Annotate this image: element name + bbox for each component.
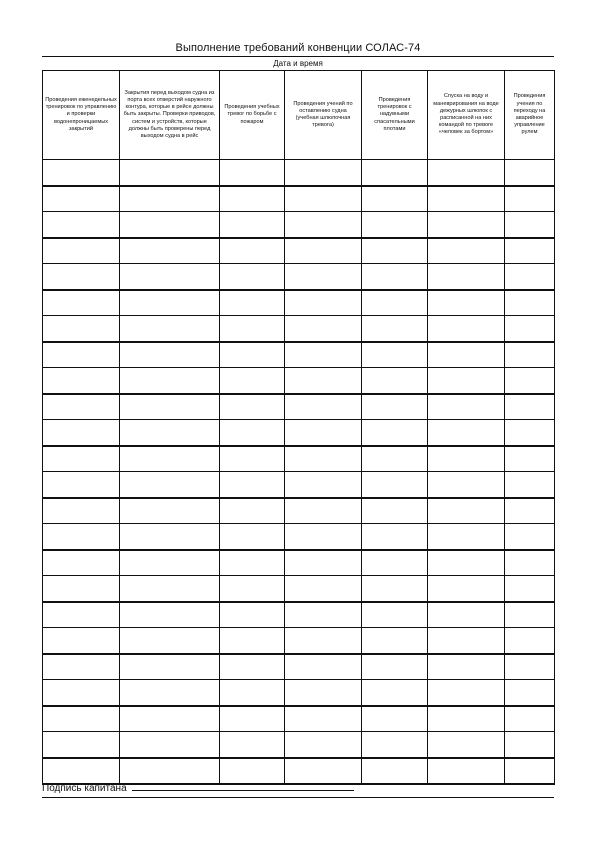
table-cell[interactable] [120, 186, 220, 212]
table-cell[interactable] [120, 394, 220, 420]
table-cell[interactable] [43, 628, 120, 654]
table-cell[interactable] [285, 732, 362, 758]
table-cell[interactable] [428, 576, 505, 602]
table-cell[interactable] [505, 368, 555, 394]
table-cell[interactable] [285, 342, 362, 368]
table-cell[interactable] [120, 368, 220, 394]
table-cell[interactable] [120, 550, 220, 576]
table-cell[interactable] [220, 576, 285, 602]
table-row [43, 706, 555, 732]
table-cell[interactable] [362, 420, 428, 446]
table-cell[interactable] [220, 264, 285, 290]
table-cell[interactable] [428, 420, 505, 446]
table-cell[interactable] [428, 238, 505, 264]
table-cell[interactable] [428, 472, 505, 498]
table-row [43, 212, 555, 238]
table-cell[interactable] [43, 316, 120, 342]
table-cell[interactable] [43, 264, 120, 290]
table-cell[interactable] [428, 524, 505, 550]
table-row [43, 628, 555, 654]
table-cell[interactable] [43, 654, 120, 680]
table-cell[interactable] [505, 264, 555, 290]
table-cell[interactable] [362, 264, 428, 290]
table-cell[interactable] [362, 550, 428, 576]
table-cell[interactable] [362, 186, 428, 212]
table-row [43, 680, 555, 706]
table-row [43, 420, 555, 446]
table-cell[interactable] [428, 446, 505, 472]
table-cell[interactable] [362, 732, 428, 758]
table-cell[interactable] [362, 472, 428, 498]
table-cell[interactable] [428, 758, 505, 785]
table-cell[interactable] [285, 472, 362, 498]
table-cell[interactable] [285, 316, 362, 342]
table-row [43, 654, 555, 680]
table-cell[interactable] [43, 498, 120, 524]
table-row [43, 446, 555, 472]
table-cell[interactable] [220, 524, 285, 550]
table-cell[interactable] [285, 394, 362, 420]
table-cell[interactable] [120, 498, 220, 524]
table-cell[interactable] [220, 238, 285, 264]
table-cell[interactable] [220, 498, 285, 524]
table-cell[interactable] [285, 524, 362, 550]
table-cell[interactable] [428, 212, 505, 238]
table-cell[interactable] [505, 498, 555, 524]
table-cell[interactable] [362, 654, 428, 680]
table-cell[interactable] [505, 758, 555, 785]
table-cell[interactable] [120, 342, 220, 368]
table-cell[interactable] [285, 628, 362, 654]
table-cell[interactable] [220, 628, 285, 654]
table-cell[interactable] [505, 472, 555, 498]
table-cell[interactable] [362, 316, 428, 342]
table-cell[interactable] [220, 316, 285, 342]
table-cell[interactable] [220, 342, 285, 368]
table-cell[interactable] [43, 446, 120, 472]
table-cell[interactable] [505, 212, 555, 238]
table-row [43, 342, 555, 368]
table-row [43, 602, 555, 628]
table-cell[interactable] [428, 654, 505, 680]
table-cell[interactable] [43, 420, 120, 446]
table-cell[interactable] [362, 342, 428, 368]
table-cell[interactable] [285, 186, 362, 212]
table-cell[interactable] [220, 680, 285, 706]
table-row [43, 160, 555, 186]
table-row [43, 394, 555, 420]
column-header-abandon-ship-drill: Проведения учений по оставлению судна (учебная шлюпочная тревога) [285, 71, 362, 160]
table-cell[interactable] [120, 680, 220, 706]
table-row [43, 498, 555, 524]
table-cell[interactable] [220, 446, 285, 472]
table-row [43, 550, 555, 576]
table-cell[interactable] [220, 160, 285, 186]
table-cell[interactable] [362, 758, 428, 785]
column-header-emergency-steering: Проведения учения по переходу на аварийное управление рулем [505, 71, 555, 160]
table-cell[interactable] [220, 732, 285, 758]
table-cell[interactable] [428, 498, 505, 524]
table-cell[interactable] [120, 602, 220, 628]
table-row [43, 290, 555, 316]
table-cell[interactable] [505, 576, 555, 602]
table-cell[interactable] [43, 238, 120, 264]
table-cell[interactable] [43, 160, 120, 186]
table-cell[interactable] [220, 654, 285, 680]
table-cell[interactable] [285, 498, 362, 524]
table-cell[interactable] [120, 316, 220, 342]
table-cell[interactable] [362, 498, 428, 524]
bottom-rule [42, 797, 554, 798]
table-cell[interactable] [505, 316, 555, 342]
table-row [43, 316, 555, 342]
table-cell[interactable] [428, 160, 505, 186]
table-cell[interactable] [505, 290, 555, 316]
table-cell[interactable] [505, 654, 555, 680]
table-cell[interactable] [43, 290, 120, 316]
table-cell[interactable] [285, 680, 362, 706]
table-cell[interactable] [285, 264, 362, 290]
table-row [43, 732, 555, 758]
table-cell[interactable] [120, 264, 220, 290]
title-underline [42, 56, 554, 57]
table-cell[interactable] [120, 472, 220, 498]
table-row [43, 238, 555, 264]
table-cell[interactable] [43, 368, 120, 394]
column-header-watertight-closures: Проведения еженедельных тренировок по управлению и проверки водонепроницаемых закрытий [43, 71, 120, 160]
table-cell[interactable] [120, 706, 220, 732]
table-cell[interactable] [362, 446, 428, 472]
column-header-hull-openings-check: Закрытия перед выходом судна из порта всех отверстий наружного контура, которые в рейсе должны быть закрыты. Проверки приводов, систем и устройств, которые должны быть проверены перед выходом судна в рейс [120, 71, 220, 160]
table-cell[interactable] [285, 550, 362, 576]
table-cell[interactable] [428, 368, 505, 394]
table-cell[interactable] [362, 680, 428, 706]
table-cell[interactable] [43, 706, 120, 732]
table-cell[interactable] [428, 680, 505, 706]
table-cell[interactable] [120, 238, 220, 264]
table-cell[interactable] [285, 420, 362, 446]
table-cell[interactable] [285, 160, 362, 186]
table-cell[interactable] [220, 212, 285, 238]
table-cell[interactable] [285, 290, 362, 316]
table-cell[interactable] [43, 680, 120, 706]
table-cell[interactable] [505, 602, 555, 628]
table-cell[interactable] [505, 186, 555, 212]
table-cell[interactable] [285, 576, 362, 602]
table-cell[interactable] [505, 342, 555, 368]
signature-label: Подпись капитана [42, 783, 127, 794]
table-cell[interactable] [362, 628, 428, 654]
table-cell[interactable] [43, 524, 120, 550]
table-cell[interactable] [43, 342, 120, 368]
table-cell[interactable] [285, 212, 362, 238]
table-cell[interactable] [505, 420, 555, 446]
table-cell[interactable] [505, 238, 555, 264]
table-cell[interactable] [220, 290, 285, 316]
table-row [43, 472, 555, 498]
table-cell[interactable] [220, 602, 285, 628]
table-cell[interactable] [362, 706, 428, 732]
table-cell[interactable] [120, 160, 220, 186]
table-cell[interactable] [220, 550, 285, 576]
table-cell[interactable] [120, 524, 220, 550]
table-cell[interactable] [220, 186, 285, 212]
table-cell[interactable] [362, 238, 428, 264]
table-cell[interactable] [428, 316, 505, 342]
table-cell[interactable] [220, 368, 285, 394]
table-cell[interactable] [362, 576, 428, 602]
table-cell[interactable] [43, 472, 120, 498]
table-cell[interactable] [428, 732, 505, 758]
table-cell[interactable] [505, 160, 555, 186]
table-cell[interactable] [120, 654, 220, 680]
table-cell[interactable] [505, 680, 555, 706]
table-cell[interactable] [285, 238, 362, 264]
table-row [43, 186, 555, 212]
table-cell[interactable] [505, 550, 555, 576]
table-cell[interactable] [220, 706, 285, 732]
table-cell[interactable] [505, 628, 555, 654]
column-header-fire-drill: Проведения учебных тревог по борьбе с пожаром [220, 71, 285, 160]
table-row [43, 368, 555, 394]
table-cell[interactable] [505, 446, 555, 472]
table-cell[interactable] [362, 524, 428, 550]
table-cell[interactable] [362, 290, 428, 316]
table-cell[interactable] [43, 550, 120, 576]
table-cell[interactable] [285, 654, 362, 680]
table-cell[interactable] [428, 290, 505, 316]
table-cell[interactable] [120, 732, 220, 758]
table-cell[interactable] [120, 576, 220, 602]
table-cell[interactable] [505, 394, 555, 420]
table-cell[interactable] [285, 446, 362, 472]
table-cell[interactable] [220, 472, 285, 498]
table-cell[interactable] [362, 160, 428, 186]
document-title: Выполнение требований конвенции СОЛАС-74 [175, 42, 421, 54]
table-cell[interactable] [43, 732, 120, 758]
table-cell[interactable] [120, 420, 220, 446]
captain-signature [42, 781, 354, 794]
table-cell[interactable] [120, 212, 220, 238]
table-cell[interactable] [362, 394, 428, 420]
column-header-liferaft-training: Проведения тренировок с надувными спасательными плотами [362, 71, 428, 160]
table-cell[interactable] [120, 446, 220, 472]
table-cell[interactable] [362, 602, 428, 628]
table-cell[interactable] [428, 342, 505, 368]
table-cell[interactable] [120, 628, 220, 654]
signature-line[interactable] [132, 781, 354, 791]
table-cell[interactable] [43, 212, 120, 238]
table-cell[interactable] [285, 706, 362, 732]
table-cell[interactable] [362, 368, 428, 394]
date-time-header: Дата и время [273, 59, 323, 68]
table-cell[interactable] [43, 576, 120, 602]
table-cell[interactable] [428, 264, 505, 290]
table-cell[interactable] [428, 550, 505, 576]
table-cell[interactable] [505, 524, 555, 550]
table-cell[interactable] [43, 394, 120, 420]
table-cell[interactable] [428, 628, 505, 654]
table-cell[interactable] [428, 706, 505, 732]
table-cell[interactable] [285, 368, 362, 394]
table-row [43, 524, 555, 550]
table-cell[interactable] [43, 186, 120, 212]
table-cell[interactable] [428, 186, 505, 212]
table-cell[interactable] [505, 706, 555, 732]
table-cell[interactable] [362, 212, 428, 238]
log-table [42, 70, 555, 785]
column-header-rescue-boat-launch: Спуска на воду и маневрирования на воде дежурных шлюпок с расписанной на них командой по тревоге «человек за бортом» [428, 71, 505, 160]
table-cell[interactable] [428, 394, 505, 420]
table-cell[interactable] [505, 732, 555, 758]
table-row [43, 576, 555, 602]
table-row [43, 264, 555, 290]
table-cell[interactable] [285, 602, 362, 628]
table-cell[interactable] [428, 602, 505, 628]
table-cell[interactable] [43, 602, 120, 628]
table-cell[interactable] [220, 420, 285, 446]
table-cell[interactable] [120, 290, 220, 316]
table-header-row [43, 71, 555, 160]
table-cell[interactable] [220, 394, 285, 420]
